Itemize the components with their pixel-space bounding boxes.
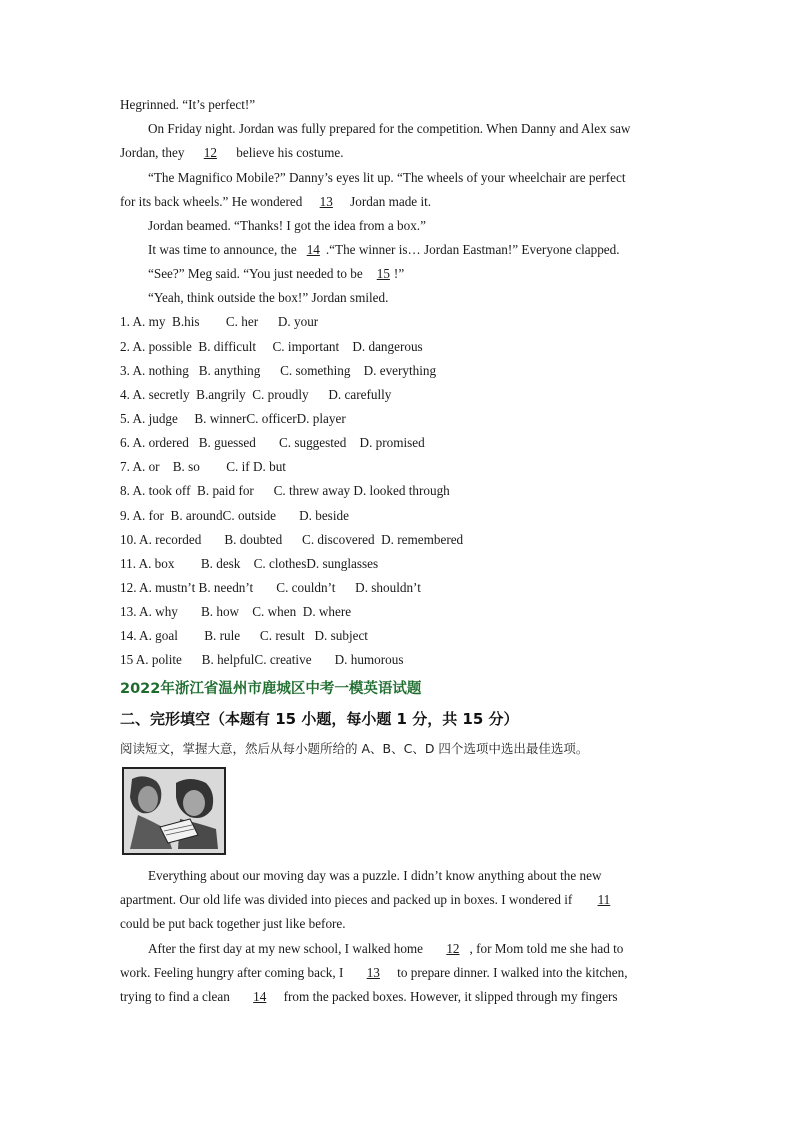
passage-line bbox=[120, 891, 680, 909]
blank-13: 13 bbox=[366, 965, 380, 980]
passage-text: trying to find a clean bbox=[120, 989, 230, 1004]
story-text: for its back wheels.” He wondered bbox=[120, 194, 303, 209]
passage-text: work. Feeling hungry after coming back, I bbox=[120, 965, 344, 980]
passage-line: Everything about our moving day was a puzzle. I didn’t know anything about the new bbox=[148, 868, 602, 883]
section-instruction: 阅读短文，掌握大意，然后从每小题所给的 A、B、C、D 四个选项中选出最佳选项。 bbox=[120, 741, 589, 756]
option-row: 15 A. polite B. helpfulC. creative D. humorous bbox=[120, 652, 404, 667]
story-line bbox=[148, 241, 708, 259]
option-row: 4. A. secretly B.angrily C. proudly D. carefully bbox=[120, 387, 392, 402]
passage-text: from the packed boxes. However, it slipped through my fingers bbox=[283, 989, 618, 1004]
exam-title: 2022年浙江省温州市鹿城区中考一模英语试题 bbox=[120, 681, 422, 697]
option-row: 10. A. recorded B. doubted C. discovered D. remembered bbox=[120, 532, 464, 547]
story-line bbox=[120, 193, 680, 211]
blank-13: 13 bbox=[319, 194, 333, 209]
illustration-image bbox=[122, 767, 226, 855]
passage-line: could be put back together just like before. bbox=[120, 916, 346, 931]
option-row: 3. A. nothing B. anything C. something D. everything bbox=[120, 363, 437, 378]
blank-14: 14 bbox=[306, 242, 320, 257]
option-row: 14. A. goal B. rule C. result D. subject bbox=[120, 628, 368, 643]
option-row: 6. A. ordered B. guessed C. suggested D. promised bbox=[120, 435, 425, 450]
blank-12: 12 bbox=[203, 145, 217, 160]
passage-line bbox=[120, 964, 680, 982]
story-line: “The Magnifico Mobile?” Danny’s eyes lit up. “The wheels of your wheelchair are perfect bbox=[148, 170, 626, 185]
blank-11: 11 bbox=[597, 892, 611, 907]
blank-14: 14 bbox=[253, 989, 267, 1004]
story-text: “See?” Meg said. “You just needed to be bbox=[148, 266, 363, 281]
story-text: !” bbox=[393, 266, 405, 281]
story-line bbox=[148, 265, 708, 283]
option-row: 1. A. my B.his C. her D. your bbox=[120, 314, 319, 329]
option-row: 2. A. possible B. difficult C. important D. dangerous bbox=[120, 339, 423, 354]
blank-15: 15 bbox=[376, 266, 390, 281]
story-text: Jordan, they bbox=[120, 145, 185, 160]
passage-line bbox=[120, 988, 680, 1006]
story-line: Hegrinned. “It’s perfect!” bbox=[120, 97, 256, 112]
option-row: 9. A. for B. aroundC. outside D. beside bbox=[120, 508, 349, 523]
option-row: 8. A. took off B. paid for C. threw away D. looked through bbox=[120, 483, 450, 498]
story-text: It was time to announce, the bbox=[148, 242, 297, 257]
story-line: “Yeah, think outside the box!” Jordan smiled. bbox=[148, 290, 389, 305]
passage-text: , for Mom told me she had to bbox=[469, 941, 624, 956]
passage-text: After the first day at my new school, I walked home bbox=[148, 941, 424, 956]
passage-text: apartment. Our old life was divided into pieces and packed up in boxes. I wondered if bbox=[120, 892, 573, 907]
section-heading: 二、完形填空（本题有 15 小题，每小题 1 分，共 15 分） bbox=[120, 710, 519, 728]
story-text: .“The winner is… Jordan Eastman!” Everyone clapped. bbox=[325, 242, 620, 257]
option-row: 5. A. judge B. winnerC. officerD. player bbox=[120, 411, 346, 426]
illustration-drawing bbox=[124, 769, 224, 853]
option-row: 13. A. why B. how C. when D. where bbox=[120, 604, 352, 619]
story-line: Jordan beamed. “Thanks! I got the idea from a box.” bbox=[148, 218, 426, 233]
story-text: believe his costume. bbox=[236, 145, 344, 160]
option-row: 7. A. or B. so C. if D. but bbox=[120, 459, 286, 474]
story-text: Jordan made it. bbox=[350, 194, 432, 209]
story-line bbox=[120, 144, 680, 162]
option-row: 11. A. box B. desk C. clothesD. sunglasses bbox=[120, 556, 379, 571]
blank-12: 12 bbox=[446, 941, 460, 956]
passage-line bbox=[148, 940, 708, 958]
option-row: 12. A. mustn’t B. needn’t C. couldn’t D. shouldn’t bbox=[120, 580, 421, 595]
passage-text: to prepare dinner. I walked into the kitchen, bbox=[397, 965, 628, 980]
story-line: On Friday night. Jordan was fully prepared for the competition. When Danny and Alex saw bbox=[148, 121, 631, 136]
